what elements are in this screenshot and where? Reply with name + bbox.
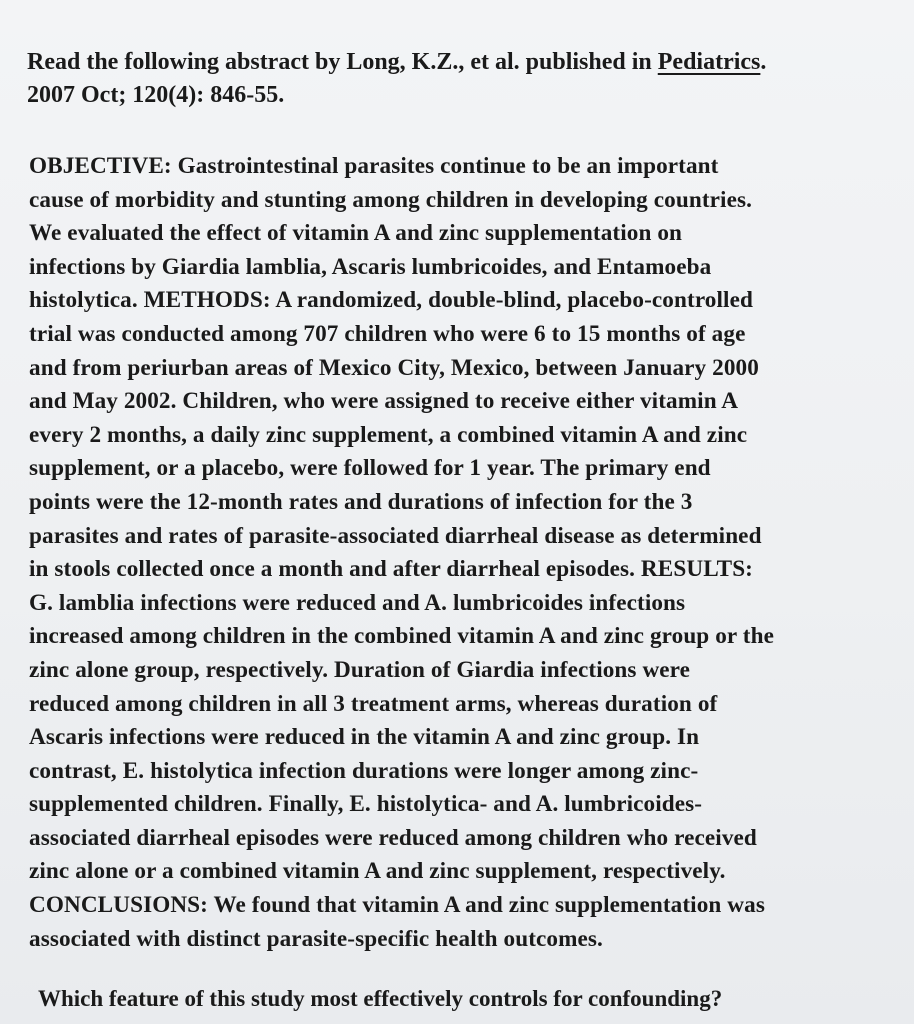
abstract-line: and May 2002. Children, who were assigned to receive either vitamin A — [29, 388, 739, 415]
abstract-line: supplement, or a placebo, were followed for 1 year. The primary end — [29, 455, 711, 482]
abstract-line: increased among children in the combined vitamin A and zinc group or the — [29, 623, 774, 650]
citation-details: 2007 Oct; 120(4): 846-55. — [27, 82, 285, 108]
abstract-line: histolytica. METHODS: A randomized, double-blind, placebo-controlled — [29, 287, 753, 314]
question-text: Which feature of this study most effectively controls for confounding? — [38, 986, 723, 1012]
abstract-line: parasites and rates of parasite-associated diarrheal disease as determined — [29, 522, 762, 549]
abstract-line: and from periurban areas of Mexico City, Mexico, between January 2000 — [29, 354, 759, 381]
abstract-line: points were the 12-month rates and durations of infection for the 3 — [29, 488, 693, 515]
abstract-line: CONCLUSIONS: We found that vitamin A and zinc supplementation was — [29, 892, 765, 919]
abstract-line: We evaluated the effect of vitamin A and zinc supplementation on — [29, 220, 683, 247]
abstract-intro — [27, 46, 884, 112]
abstract-line: associated diarrheal episodes were reduced among children who received — [29, 824, 757, 851]
abstract-line: every 2 months, a daily zinc supplement, a combined vitamin A and zinc — [29, 421, 748, 448]
abstract-line: zinc alone group, respectively. Duration of Giardia infections were — [29, 656, 691, 683]
abstract-line: supplemented children. Finally, E. histolytica- and A. lumbricoides- — [29, 791, 703, 818]
abstract-line: infections by Giardia lamblia, Ascaris lumbricoides, and Entamoeba — [29, 253, 712, 280]
abstract-line: G. lamblia infections were reduced and A. lumbricoides infections — [29, 589, 686, 616]
abstract-text — [29, 150, 884, 956]
abstract-line: reduced among children in all 3 treatment arms, whereas duration of — [29, 690, 718, 717]
intro-suffix: . — [760, 49, 767, 75]
abstract-line: cause of morbidity and stunting among children in developing countries. — [29, 186, 752, 213]
journal-name: Pediatrics — [657, 49, 761, 75]
abstract-line: trial was conducted among 707 children who were 6 to 15 months of age — [29, 320, 746, 347]
abstract-line: OBJECTIVE: Gastrointestinal parasites continue to be an important — [29, 153, 719, 179]
abstract-line: Ascaris infections were reduced in the vitamin A and zinc group. In — [29, 724, 700, 751]
abstract-line: zinc alone or a combined vitamin A and zinc supplement, respectively. — [29, 858, 726, 885]
intro-prefix: Read the following abstract by Long, K.Z., et al. published in — [27, 49, 658, 75]
abstract-line: associated with distinct parasite-specific health outcomes. — [29, 925, 603, 952]
abstract-line: in stools collected once a month and after diarrheal episodes. RESULTS: — [29, 556, 754, 583]
abstract-line: contrast, E. histolytica infection durations were longer among zinc- — [29, 757, 699, 784]
